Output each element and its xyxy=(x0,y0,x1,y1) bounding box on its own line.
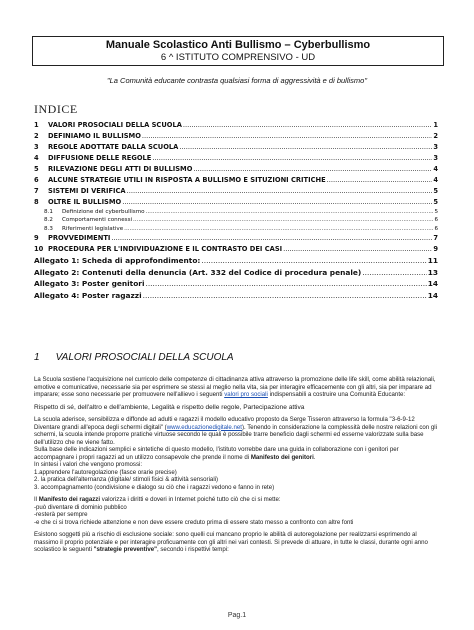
toc-allegato[interactable] xyxy=(34,278,438,290)
toc-subentry[interactable] xyxy=(34,208,438,216)
toc-leader xyxy=(183,120,432,131)
title-box xyxy=(32,36,444,66)
bold-text: Manifesto dei genitori xyxy=(250,453,314,461)
toc-text: DEFINIAMO IL BULLISMO xyxy=(48,132,141,140)
paragraph-text: La scuola aderisce, sensibilizza e diffonde ad adulti e ragazzi il modello educativo proposto da Serge Tisseron attraverso la formula "3-6-9-12 Diventare grandi all'epoca degli schermi digitali" ( xyxy=(34,416,415,431)
toc-num: 5 xyxy=(34,165,39,173)
toc-text: VALORI PROSOCIALI DELLA SCUOLA xyxy=(48,121,182,129)
toc-num: 8.3 xyxy=(44,225,53,232)
toc-page: 6 xyxy=(434,217,438,224)
section-heading xyxy=(34,352,234,363)
toc-num: 8 xyxy=(34,198,39,206)
toc-entry[interactable] xyxy=(34,131,438,142)
toc-page: 5 xyxy=(433,187,438,195)
toc-num: 8.1 xyxy=(44,209,53,215)
list-item: 1.apprendere l'autoregolazione (fasce orarie precise) xyxy=(34,468,177,476)
toc-leader xyxy=(362,267,426,279)
toc-subentry[interactable] xyxy=(34,225,438,233)
toc-allegato[interactable] xyxy=(34,290,438,302)
toc-text: ALCUNE STRATEGIE UTILI IN RISPOSTA A BULLISMO E SITUZIONI CRITICHE xyxy=(48,176,326,184)
table-of-contents xyxy=(34,120,438,302)
toc-leader xyxy=(142,131,432,142)
paragraph-text: Esistono soggetti più a rischio di esclusione sociale: sono quelli cui mancano proprio le abilità di autoregolazione per realizzarsi esprimendo al massimo il proprio potenziale e per interagire proficuamente con gli altri nei vari contesti. Si prevede di attuare, in tutte le classi, durante ogni anno scolastico le seguenti xyxy=(34,531,428,553)
toc-text: DIFFUSIONE DELLE REGOLE xyxy=(48,154,152,162)
paragraph-text: , secondo i rispettivi tempi: xyxy=(157,546,229,553)
toc-page: 14 xyxy=(427,290,438,300)
toc-leader xyxy=(127,186,433,197)
toc-page: 4 xyxy=(433,176,438,184)
school-name: 6 ^ ISTITUTO COMPRENSIVO - UD xyxy=(160,52,316,63)
toc-num: 3 xyxy=(34,143,39,151)
list-item: 2. la pratica dell'alternanza (digitale/ stimoli fisici & attività sensoriali) xyxy=(34,476,219,483)
toc-text: Allegato 2: Contenuti della denuncia (Art. 332 del Codice di procedura penale) xyxy=(34,267,362,277)
toc-page: 5 xyxy=(434,209,438,215)
toc-text: PROCEDURA PER L'INDIVIDUAZIONE E IL CONTRASTO DEI CASI xyxy=(48,245,283,254)
toc-page: 1 xyxy=(433,121,438,129)
toc-text: SISTEMI DI VERIFICA xyxy=(48,187,126,195)
paragraph xyxy=(34,376,440,399)
toc-text: REGOLE ADOTTATE DALLA SCUOLA xyxy=(48,143,179,151)
toc-num: 8.2 xyxy=(44,217,53,224)
toc-page: 4 xyxy=(433,165,438,173)
toc-text: Comportamenti connessi xyxy=(62,217,133,224)
toc-leader xyxy=(143,290,427,302)
values-link[interactable]: valori pro sociali xyxy=(224,391,268,398)
paragraph-text: ). Tenendo in considerazione la complessità delle nostre relazioni con gli schermi, la scuola intende proporre pratiche virtuose secondo le quali è possibile trarre beneficio dagli schermi ed esserne valorizzate sulla base dell'utilizzo che ne viene fatto. xyxy=(34,423,437,446)
toc-text: Definizione del cyberbullismo xyxy=(62,209,145,215)
toc-page: 2 xyxy=(433,132,438,140)
toc-page: 5 xyxy=(433,198,438,206)
website-link[interactable]: www.educazionedigitale.net xyxy=(166,423,242,431)
values-list: Rispetto di sé, dell'altro e dell'ambiente, Legalità e rispetto delle regole, Partecipazione attiva xyxy=(34,403,305,411)
section-title: VALORI PROSOCIALI DELLA SCUOLA xyxy=(55,352,234,363)
toc-entry[interactable] xyxy=(34,142,438,153)
toc-page: 9 xyxy=(433,245,438,254)
paragraph-text: Il xyxy=(34,496,38,503)
toc-entry[interactable] xyxy=(34,153,438,164)
paragraph-text: valorizza i diritti e doveri in Internet poiché tutto ciò che ci si mette: xyxy=(101,496,281,503)
toc-num: 7 xyxy=(34,187,39,195)
toc-num: 10 xyxy=(34,245,44,254)
paragraph: In sintesi i valori che vengono promossi: xyxy=(34,461,143,468)
list-item: -può diventare di dominio pubblico xyxy=(34,503,127,511)
toc-text: RILEVAZIONE DEGLI ATTI DI BULLISMO xyxy=(48,165,193,173)
motto: "La Comunità educante contrasta qualsiasi forma di aggressività e di bullismo" xyxy=(106,76,368,85)
paragraph-text: Sulla base delle indicazioni semplici e sintetiche di questo modello, l'istituto vorrebbe dare una guida in collaborazione con i genitori per accompagnare i propri ragazzi ad un utilizzo consapevole che prende il nome di xyxy=(34,446,399,461)
paragraph-text: La Scuola sostiene l'acquisizione nel curricolo delle competenze di cittadinanza attiva attraverso la promozione delle life skill, come abilità relazionali, emotive e comunicative, necessarie sia per esprimere se stessi al meglio nella vita, sia per interagire efficacemente con gli altri, sia per imparare ad imparare; esse sono necessarie per promuovere nell'allievo i seguenti xyxy=(34,376,436,398)
toc-entry[interactable] xyxy=(34,186,438,197)
toc-entry[interactable] xyxy=(34,164,438,175)
paragraph xyxy=(34,531,440,554)
toc-leader xyxy=(152,153,432,164)
paragraph xyxy=(34,446,440,461)
toc-entry[interactable] xyxy=(34,244,438,255)
toc-leader xyxy=(124,225,433,233)
paragraph xyxy=(34,416,440,446)
bold-text: Manifesto dei ragazzi xyxy=(38,496,101,503)
paragraph-text: . xyxy=(313,453,316,461)
toc-leader xyxy=(146,208,434,216)
toc-text: Allegato 1: Scheda di approfondimento: xyxy=(34,256,201,266)
toc-leader xyxy=(133,216,433,224)
toc-num: 1 xyxy=(34,121,39,129)
toc-leader xyxy=(327,175,433,186)
toc-subentry[interactable] xyxy=(34,216,438,224)
index-heading: INDICE xyxy=(34,102,78,116)
toc-leader xyxy=(283,244,432,255)
toc-allegato[interactable] xyxy=(34,255,438,267)
toc-entry[interactable] xyxy=(34,175,438,186)
toc-num: 4 xyxy=(34,154,39,162)
toc-leader xyxy=(111,233,432,244)
list-item: -e che ci si trova richiede attenzione e non deve essere creduto prima di essere stato messo a confronto con altre fonti xyxy=(34,518,354,526)
toc-leader xyxy=(193,164,432,175)
section-body xyxy=(34,376,440,554)
toc-text: Riferimenti legislative xyxy=(62,225,124,232)
paragraph xyxy=(34,496,440,504)
toc-leader xyxy=(201,255,426,267)
bold-text: "strategie preventive" xyxy=(93,546,157,553)
toc-text: PROVVEDIMENTI xyxy=(48,234,111,243)
toc-page: 11 xyxy=(427,256,438,266)
toc-leader xyxy=(145,278,426,290)
toc-leader xyxy=(179,142,432,153)
toc-page: 3 xyxy=(433,154,438,162)
toc-text: Allegato 4: Poster ragazzi xyxy=(34,290,142,300)
toc-allegato[interactable] xyxy=(34,267,438,279)
document-title: Manuale Scolastico Anti Bullismo – Cyberbullismo xyxy=(105,39,371,51)
toc-text: Allegato 3: Poster genitori xyxy=(34,279,145,289)
toc-page: 13 xyxy=(427,267,438,277)
list-item: 3. accompagnamento (condivisione e dialogo su ciò che i ragazzi vedono e fanno in rete) xyxy=(34,483,275,491)
toc-num: 2 xyxy=(34,132,39,140)
toc-text: OLTRE IL BULLISMO xyxy=(48,198,122,206)
toc-page: 7 xyxy=(433,234,438,243)
list-item: -resterà per sempre xyxy=(34,511,88,518)
toc-page: 6 xyxy=(434,225,438,232)
toc-entry[interactable] xyxy=(34,197,438,208)
paragraph-text: indispensabili a costruire una Comunità Educante: xyxy=(269,391,406,398)
page-number: Pag.1 xyxy=(227,612,247,619)
toc-page: 3 xyxy=(433,143,438,151)
section-number: 1 xyxy=(34,352,40,363)
toc-num: 9 xyxy=(34,234,39,243)
toc-entry[interactable] xyxy=(34,233,438,244)
toc-num: 6 xyxy=(34,176,39,184)
toc-leader xyxy=(122,197,432,208)
toc-entry[interactable] xyxy=(34,120,438,131)
toc-page: 14 xyxy=(427,279,438,289)
